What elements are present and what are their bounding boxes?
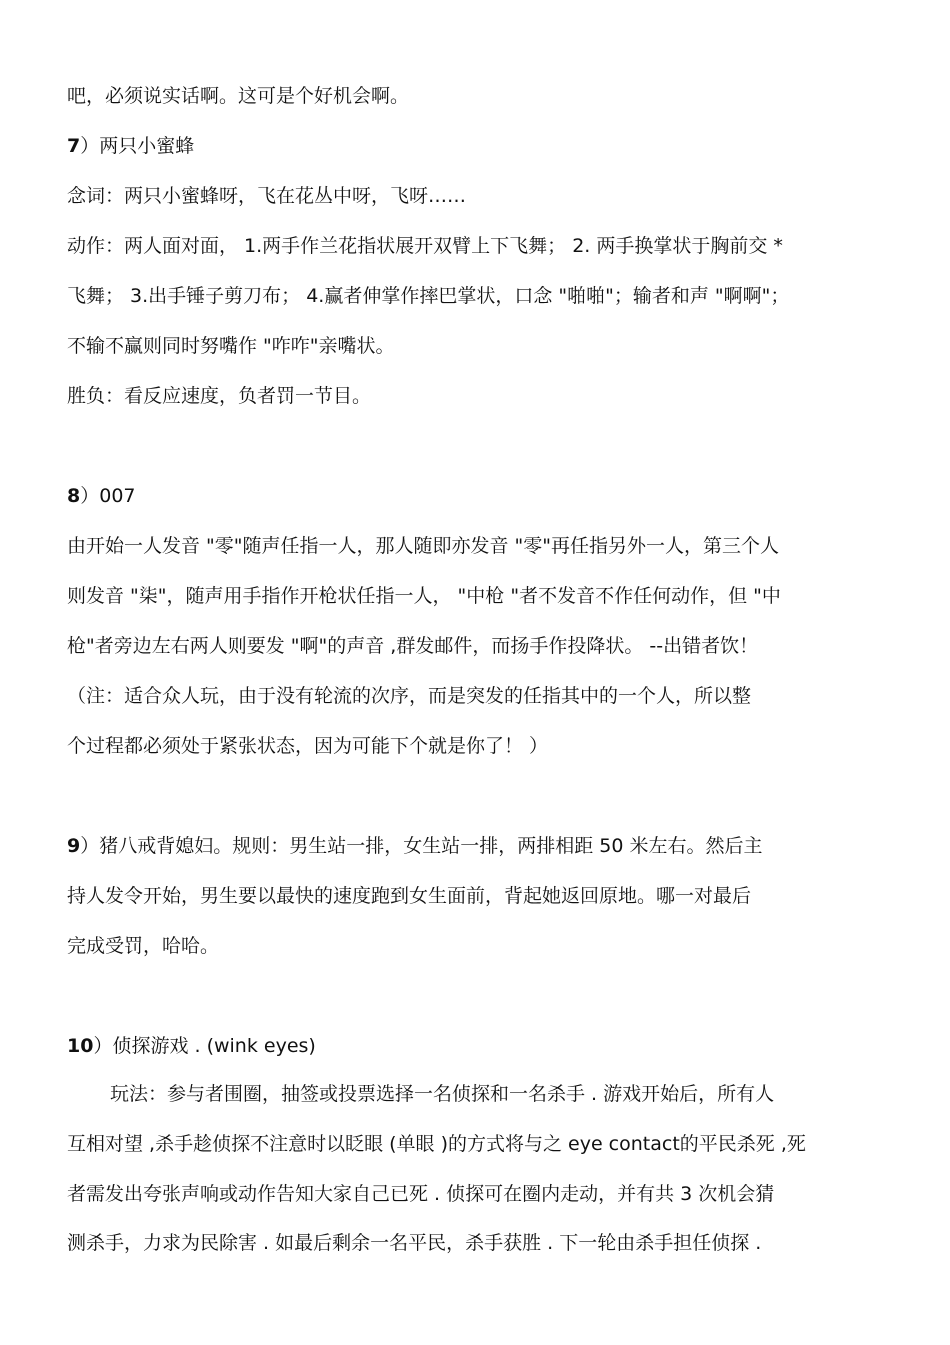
section-8-line: 由开始一人发音 "零"随声任指一人，那人随即亦发音 "零"再任指另外一人，第三个人 (67, 535, 780, 557)
section-8-line: 枪"者旁边左右两人则要发 "啊"的声音 ,群发邮件，而扬手作投降状。 --出错者饮！ (67, 635, 759, 657)
section-number: 10 (67, 1035, 94, 1057)
section-number: 8 (67, 485, 81, 507)
section-9-heading (67, 833, 763, 859)
section-10-line: 者需发出夸张声响或动作告知大家自己已死 . 侦探可在圈内走动，并有共 3 次机会猜 (67, 1183, 775, 1205)
section-title: ）猪八戒背媳妇。规则：男生站一排，女生站一排，两排相距 50 米左右。然后主 (80, 835, 763, 857)
section-10-line: 玩法：参与者围圈，抽签或投票选择一名侦探和一名杀手 . 游戏开始后，所有人 (110, 1083, 775, 1105)
section-title: ）007 (80, 485, 136, 507)
section-number: 7 (67, 135, 81, 157)
section-7-line: 不输不赢则同时努嘴作 "咋咋"亲嘴状。 (67, 335, 395, 357)
section-9-line: 完成受罚，哈哈。 (67, 935, 220, 957)
section-8-line: 个过程都必须处于紧张状态，因为可能下个就是你了！ ） (67, 735, 549, 757)
section-title: ）侦探游戏 . (wink eyes) (93, 1035, 316, 1057)
section-10-heading (67, 1033, 316, 1059)
section-8-line: （注：适合众人玩，由于没有轮流的次序，而是突发的任指其中的一个人，所以整 (67, 685, 752, 707)
section-8-line: 则发音 "柒"，随声用手指作开枪状任指一人， "中枪 "者不发音不作任何动作，但 "中 (67, 585, 781, 607)
section-7-line: 胜负：看反应速度，负者罚一节目。 (67, 385, 372, 407)
section-7-line: 飞舞； 3.出手锤子剪刀布； 4.赢者伸掌作摔巴掌状，口念 "啪啪"；输者和声 "啊啊"； (67, 285, 790, 307)
section-7-line: 念词：两只小蜜蜂呀，飞在花丛中呀，飞呀…… (67, 185, 467, 207)
intro-line: 吧，必须说实话啊。这可是个好机会啊。 (67, 85, 410, 107)
section-number: 9 (67, 835, 81, 857)
section-8-heading (67, 483, 136, 509)
section-10-line: 测杀手，力求为民除害 . 如最后剩余一名平民，杀手获胜 . 下一轮由杀手担任侦探 . (67, 1232, 762, 1254)
section-7-line: 动作：两人面对面， 1.两手作兰花指状展开双臂上下飞舞； 2. 两手换掌状于胸前交 * (67, 235, 783, 257)
section-9-line: 持人发令开始，男生要以最快的速度跑到女生面前，背起她返回原地。哪一对最后 (67, 885, 752, 907)
section-title: ）两只小蜜蜂 (80, 135, 195, 157)
section-7-heading (67, 133, 194, 159)
section-10-line: 互相对望 ,杀手趁侦探不注意时以眨眼 (单眼 )的方式将与之 eye contact的平民杀死 ,死 (67, 1133, 806, 1155)
